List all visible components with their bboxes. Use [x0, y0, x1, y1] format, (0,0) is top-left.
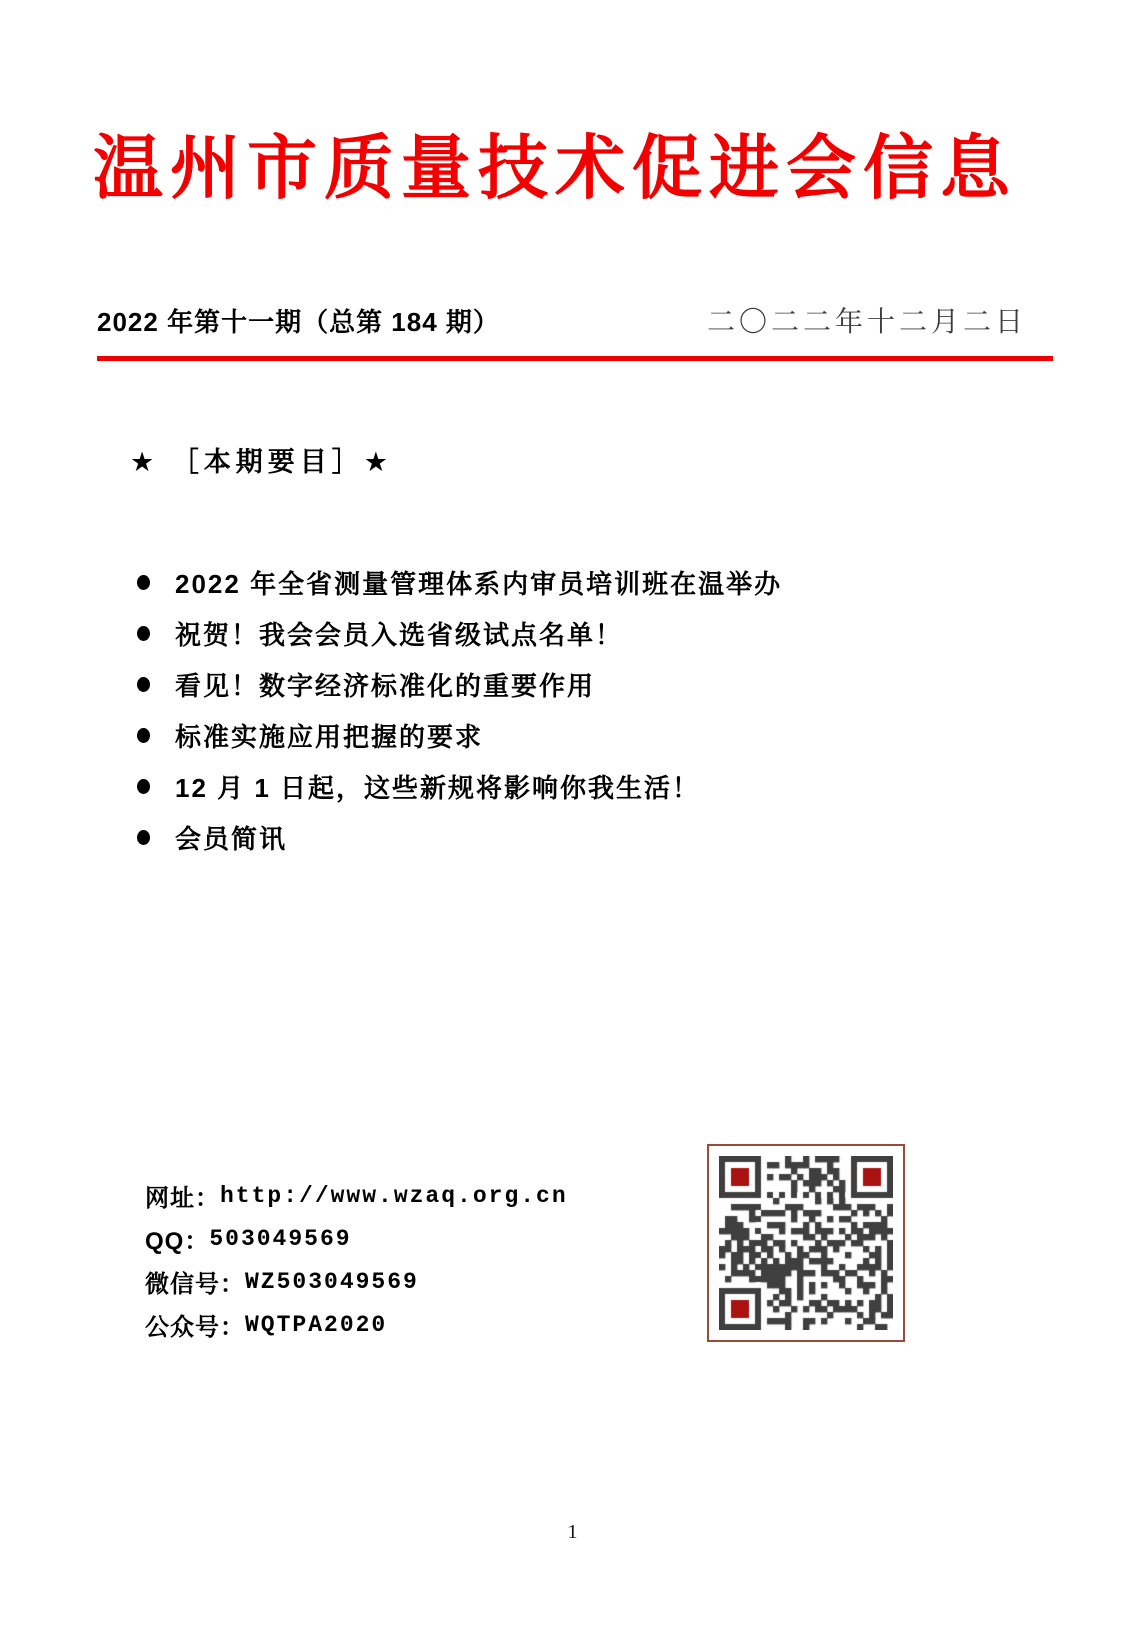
contact-line-qq: [145, 1217, 568, 1260]
website-url: http://www.wzaq.org.cn: [220, 1182, 568, 1209]
contact-label: 网址：: [145, 1185, 220, 1212]
toc-item: [137, 761, 782, 812]
bullet-icon: [137, 575, 150, 590]
bullet-icon: [137, 677, 150, 692]
public-account-id: WQTPA2020: [245, 1311, 388, 1338]
red-divider-rule: [97, 356, 1053, 361]
toc-item-label: 12 月 1 日起，这些新规将影响你我生活！: [175, 773, 701, 803]
toc-item-label: 看见！数字经济标准化的重要作用: [175, 671, 596, 701]
contact-label: 微信号：: [145, 1271, 245, 1298]
toc-item-label: 2022 年全省测量管理体系内审员培训班在温举办: [175, 569, 783, 599]
toc-item: [137, 608, 782, 659]
page-number: 1: [567, 1521, 578, 1543]
wechat-id: WZ503049569: [245, 1268, 419, 1295]
bullet-icon: [137, 779, 150, 794]
toc-item-label: 会员简讯: [175, 824, 288, 854]
contact-line-public-account: [145, 1303, 568, 1346]
issue-number: 2022 年第十一期（总第 184 期）: [97, 307, 500, 337]
qq-number: 503049569: [209, 1225, 352, 1252]
contact-line-wechat: [145, 1260, 568, 1303]
toc-item-label: 标准实施应用把握的要求: [175, 722, 484, 752]
issue-line: [97, 300, 1027, 340]
issue-date: 二〇二二年十二月二日: [706, 307, 1027, 338]
contact-label: QQ：: [145, 1228, 210, 1255]
toc-item: [137, 659, 782, 710]
contact-label: 公众号：: [145, 1314, 245, 1341]
toc-item: [137, 812, 782, 863]
bullet-icon: [137, 728, 150, 743]
toc-item: [137, 710, 782, 761]
qr-canvas: [719, 1156, 893, 1330]
wechat-qr-code: [707, 1144, 905, 1342]
document-title: 温州市质量技术促进会信息: [93, 129, 1017, 207]
toc-heading: ★ ［本期要目］★: [130, 447, 393, 477]
toc-item: [137, 557, 782, 608]
toc-item-label: 祝贺！我会会员入选省级试点名单！: [175, 620, 624, 650]
contact-block: [145, 1174, 568, 1346]
toc-list: [137, 557, 782, 863]
bullet-icon: [137, 830, 150, 845]
bullet-icon: [137, 626, 150, 641]
contact-line-website: [145, 1174, 568, 1217]
